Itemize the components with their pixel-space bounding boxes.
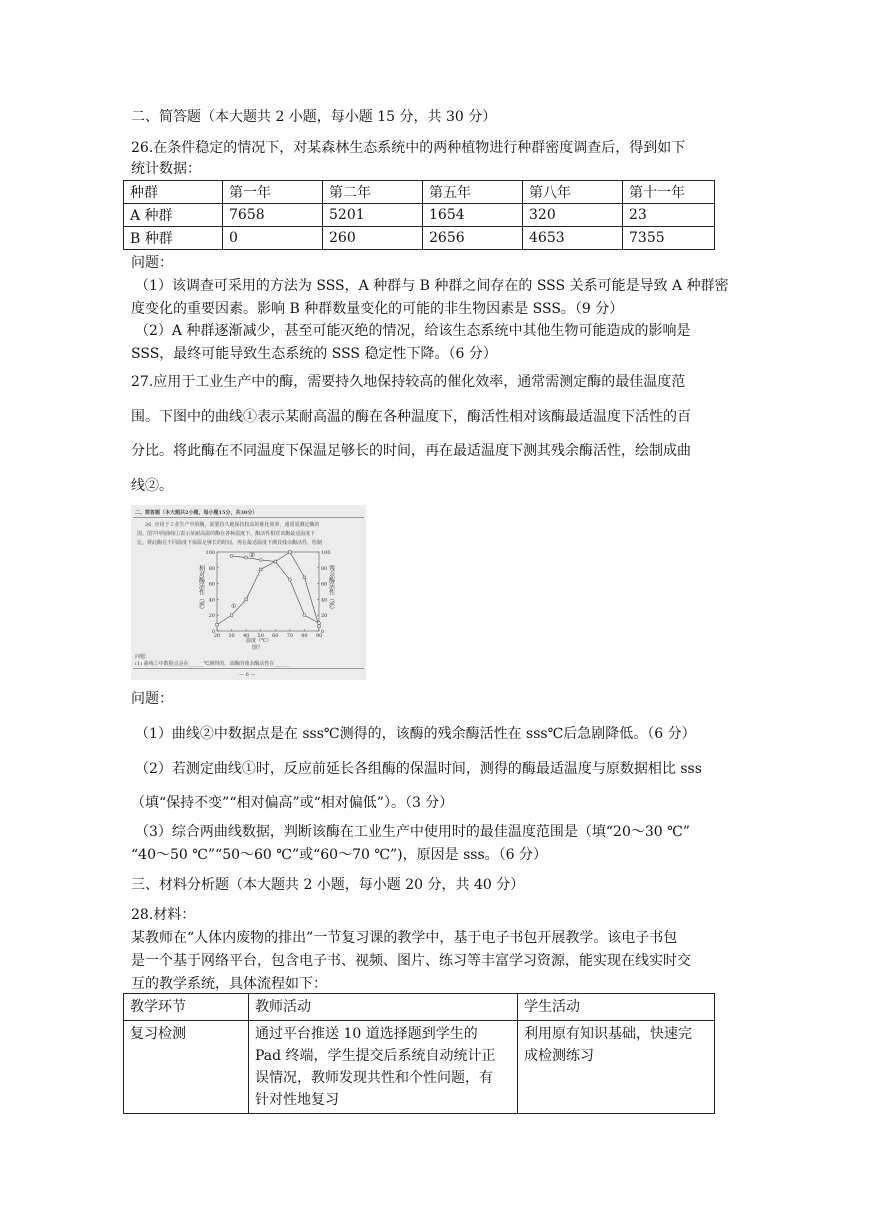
table-header-cell: 学生活动	[518, 994, 715, 1021]
right-axis-label: 残余酶活性（%）	[327, 565, 335, 613]
cell-line: 针对性地复习	[255, 1092, 339, 1108]
table-cell: B 种群	[124, 227, 223, 250]
data-point	[230, 554, 233, 557]
enzyme-activity-figure	[131, 505, 366, 680]
q27-sub2-line1: （2）若测定曲线①时，反应前延长各组酶的保温时间，测得的酶最适温度与原数据相比 sss	[135, 761, 702, 777]
q28-para-line3: 互的教学系统，具体流程如下：	[131, 976, 327, 992]
table-header-row	[124, 181, 715, 204]
q26-stem-line2: 统计数据：	[131, 161, 201, 177]
table-header-cell: 教师活动	[249, 994, 518, 1021]
figure-footer-2: (1) 曲线②中数据点是在______℃测得的，该酶的残余酶活性在______	[135, 661, 290, 667]
cell-line: Pad 终端，学生提交后系统自动统计正	[255, 1048, 496, 1064]
data-point	[288, 578, 291, 581]
cell-line: 利用原有知识基础，快速完	[524, 1026, 692, 1042]
cell-line: 误情况，教师发现共性和个性问题，有	[255, 1070, 493, 1086]
section-3-header: 三、材料分析题（本大题共 2 小题，每小题 20 分，共 40 分）	[131, 877, 525, 893]
figure-text-3: 比。将此酶在不同温度下保温足够长的时间，再在最适温度下测其残余酶活性，绘制	[137, 540, 323, 546]
x-axis-label: 温度（℃）	[246, 638, 272, 644]
table-cell: A 种群	[124, 204, 223, 227]
x-tick-label: 90	[315, 633, 323, 639]
data-point	[216, 623, 219, 626]
q28-para-line2: 是一个基于网络平台，包含电子书、视频、图片、练习等丰富学习资源，能实现在线实时交	[131, 953, 691, 969]
x-tick-label: 40	[242, 633, 250, 639]
table-cell: 2656	[423, 227, 523, 250]
enzyme-chart	[131, 505, 366, 680]
data-point	[259, 558, 262, 561]
q27-stem-line1: 27.应用于工业生产中的酶，需要持久地保持较高的催化效率，通常需测定酶的最佳温度范	[131, 374, 686, 390]
y-tick-label-right: 100	[321, 550, 331, 556]
x-tick-label: 70	[286, 633, 294, 639]
table-header-cell: 第一年	[223, 181, 323, 204]
figure-header: 二、简答题（本大题共2小题，每小题15分，共30分）	[135, 510, 258, 516]
cell-line: 通过平台推送 10 道选择题到学生的	[255, 1026, 478, 1042]
q26-sub2-line2: SSS，最终可能导致生态系统的 SSS 稳定性下降。（6 分）	[131, 346, 497, 362]
x-tick-label: 30	[228, 633, 235, 639]
q27-question-label: 问题：	[131, 691, 173, 707]
left-axis-label: 相对酶活性（%）	[197, 565, 205, 613]
table-row	[124, 227, 715, 250]
plot-frame	[217, 552, 319, 631]
data-point	[245, 598, 248, 601]
q27-stem-line3: 分比。将此酶在不同温度下保温足够长的时间，再在最适温度下测其残余酶活性，绘制成曲	[131, 443, 691, 459]
population-table	[123, 180, 715, 250]
q27-stem-line4: 线②。	[131, 478, 173, 494]
table-header-row	[124, 994, 715, 1021]
q26-sub1-line2: 度变化的重要因素。影响 B 种群数量变化的可能的非生物因素是 SSS。（9 分）	[131, 301, 624, 317]
data-point	[230, 614, 233, 617]
cell-line: 成检测练习	[524, 1048, 594, 1064]
q26-sub1-line1: （1）该调查可采用的方法为 SSS，A 种群与 B 种群之间存在的 SSS 关系可能是导致 A 种群密	[135, 278, 729, 294]
table-cell-stage: 复习检测	[124, 1021, 249, 1114]
q27-sub3-line2: “40～50 ℃”“50～60 ℃”或“60～70 ℃”)，原因是 sss。（6 分）	[131, 847, 547, 863]
table-cell-student-activity	[518, 1021, 715, 1114]
curve2-label: ②	[249, 551, 256, 559]
table-header-cell: 第二年	[323, 181, 423, 204]
table-header-cell: 种群	[124, 181, 223, 204]
table-cell: 5201	[323, 204, 423, 227]
figure-footer-1: 问题：	[135, 654, 151, 660]
y-tick-label-right: 0	[321, 629, 325, 635]
data-point	[318, 625, 321, 628]
data-point	[318, 622, 321, 625]
table-row	[124, 204, 715, 227]
q27-sub2-line2: （填“保持不变”“相对偏高”或“相对偏低”）。（3 分）	[131, 795, 454, 811]
q27-stem-line2: 围。下图中的曲线①表示某耐高温的酶在各种温度下，酶活性相对该酶最适温度下活性的百	[131, 409, 691, 425]
table-cell: 4653	[523, 227, 623, 250]
figure-caption: 图7	[252, 645, 261, 651]
series-line-2	[232, 556, 319, 623]
y-tick-label-right: 80	[321, 565, 328, 572]
table-cell: 260	[323, 227, 423, 250]
table-cell: 7658	[223, 204, 323, 227]
data-point	[303, 614, 306, 617]
table-cell: 23	[623, 204, 715, 227]
y-tick-label-right: 60	[321, 581, 328, 588]
q26-question-label: 问题：	[131, 255, 173, 271]
data-point	[289, 551, 292, 554]
y-tick-label: 20	[208, 613, 215, 620]
figure-page-number: — 6 —	[239, 672, 256, 678]
table-cell: 0	[223, 227, 323, 250]
y-tick-label: 40	[208, 597, 215, 604]
y-tick-label: 0	[211, 629, 215, 635]
q28-label: 28.材料：	[131, 907, 196, 923]
data-point	[259, 568, 262, 571]
table-header-cell: 第八年	[523, 181, 623, 204]
data-point	[274, 560, 277, 563]
x-tick-label: 20	[213, 633, 221, 639]
figure-bottom-divider	[133, 668, 364, 669]
table-header-cell: 教学环节	[124, 994, 249, 1021]
data-point	[245, 556, 248, 559]
x-tick-label: 80	[301, 633, 308, 639]
data-point	[303, 576, 306, 579]
q27-sub3-line1: （3）综合两曲线数据，判断该酶在工业生产中使用时的最佳温度范围是（填“20～30 ℃”	[135, 824, 690, 840]
figure-text-1: 26. 应用于工业生产中的酶，需要持久地保持较高的催化效率，通常需测定酶的	[145, 522, 320, 528]
q27-sub1: （1）曲线②中数据点是在 sss℃测得的，该酶的残余酶活性在 sss℃后急剧降低。（6 分）	[135, 726, 696, 742]
y-tick-label-right: 40	[321, 597, 328, 604]
x-tick-label: 60	[272, 633, 279, 639]
table-header-cell: 第五年	[423, 181, 523, 204]
figure-text-2: 围。图7中的曲线①表示某耐高温的酶在各种温度下，酶活性相对该酶最适温度下	[137, 531, 316, 537]
table-cell: 1654	[423, 204, 523, 227]
y-tick-label-right: 20	[321, 613, 328, 620]
y-tick-label: 100	[205, 550, 215, 556]
q26-stem-line1: 26.在条件稳定的情况下，对某森林生态系统中的两种植物进行种群密度调查后，得到如下	[131, 140, 686, 156]
x-tick-label: 50	[257, 633, 264, 639]
table-cell-teacher-activity	[249, 1021, 518, 1114]
q28-para-line1: 某教师在“人体内废物的排出”一节复习课的教学中，基于电子书包开展教学。该电子书包	[131, 930, 678, 946]
table-row	[124, 1021, 715, 1114]
table-cell: 7355	[623, 227, 715, 250]
table-cell: 320	[523, 204, 623, 227]
y-tick-label: 60	[208, 581, 215, 588]
teaching-process-table	[123, 993, 715, 1114]
table-header-cell: 第十一年	[623, 181, 715, 204]
curve1-label: ①	[231, 603, 237, 610]
q26-sub2-line1: （2）A 种群逐渐减少，甚至可能灭绝的情况，给该生态系统中其他生物可能造成的影响是	[135, 323, 691, 339]
section-2-header: 二、简答题（本大题共 2 小题，每小题 15 分，共 30 分）	[131, 109, 497, 125]
y-tick-label: 80	[208, 565, 215, 572]
